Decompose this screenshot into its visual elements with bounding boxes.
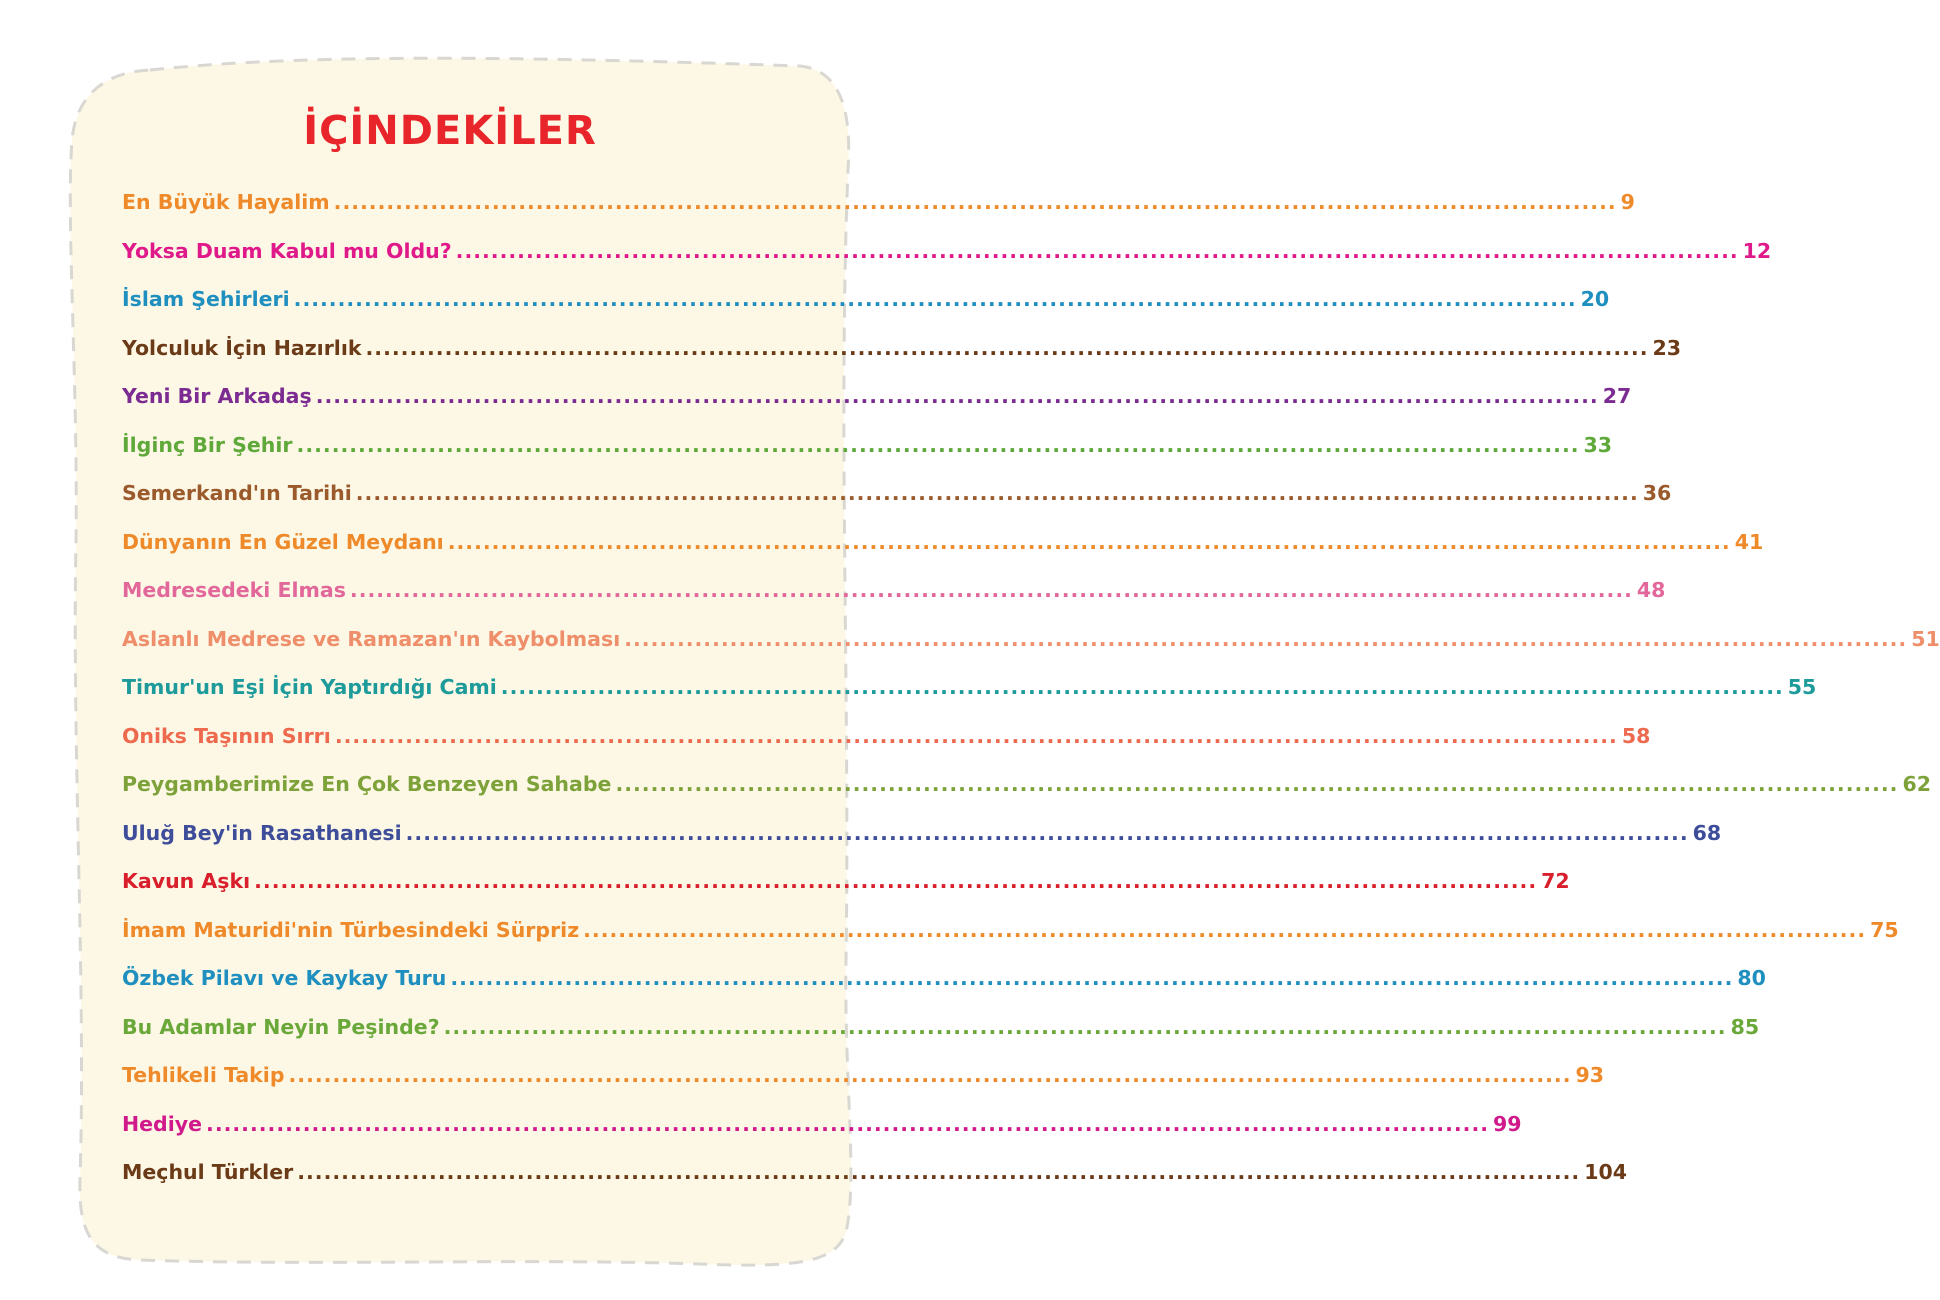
toc-entry-label: Yeni Bir Arkadaş: [122, 384, 312, 408]
toc-entry-label: İmam Maturidi'nin Türbesindeki Sürpriz: [122, 917, 580, 942]
toc-entry-label: Kavun Aşkı: [122, 869, 251, 893]
toc-entry-label: Bu Adamlar Neyin Peşinde?: [122, 1014, 440, 1039]
toc-entry-page-number: 58: [1621, 723, 1651, 748]
toc-entry-label: Oniks Taşının Sırrı: [122, 723, 331, 748]
toc-entry-page-number: 68: [1692, 820, 1722, 845]
dot-leader: ..................................................................................................................................................: [583, 917, 1867, 942]
toc-entry-label: Semerkand'ın Tarihi: [122, 481, 352, 505]
dot-leader: ..................................................................................................................................................: [333, 190, 1617, 214]
toc-entry-page-number: 51: [1911, 626, 1940, 651]
toc-entry-page-number: 99: [1493, 1111, 1522, 1136]
toc-entry: [122, 335, 1682, 376]
toc-entry-label: Yolculuk İçin Hazırlık: [122, 335, 362, 360]
toc-entry: [122, 772, 1931, 812]
dot-leader: ..................................................................................................................................................: [355, 481, 1639, 505]
toc-entry-page-number: 80: [1737, 966, 1766, 990]
toc-entry: [122, 384, 1632, 424]
toc-entry-page-number: 12: [1742, 238, 1772, 263]
toc-entry-page-number: 72: [1541, 869, 1570, 893]
toc-entry: [122, 723, 1651, 764]
dot-leader: ..................................................................................................................................................: [297, 1160, 1581, 1184]
dot-leader: ..................................................................................................................................................: [615, 772, 1899, 796]
toc-entry-label: Tehlikeli Takip: [122, 1063, 285, 1087]
toc-entry-label: Medresedeki Elmas: [122, 578, 346, 602]
dot-leader: ..................................................................................................................................................: [254, 869, 1538, 893]
toc-entry-page-number: 9: [1620, 190, 1635, 214]
toc-entry-label: Peygamberimize En Çok Benzeyen Sahabe: [122, 772, 612, 796]
toc-entry-page-number: 104: [1584, 1160, 1628, 1184]
toc-entry: [122, 820, 1722, 861]
dot-leader: ..................................................................................................................................................: [296, 432, 1580, 457]
toc-entry-page-number: 93: [1575, 1063, 1605, 1087]
dot-leader: ..................................................................................................................................................: [288, 1063, 1572, 1087]
toc-entry-label: Özbek Pilavı ve Kaykay Turu: [122, 966, 447, 990]
toc-entry-label: İslam Şehirleri: [122, 287, 290, 311]
dot-leader: ..................................................................................................................................................: [206, 1111, 1490, 1136]
toc-entry-page-number: 27: [1602, 384, 1632, 408]
dot-leader: ..................................................................................................................................................: [450, 966, 1734, 990]
toc-entry-page-number: 85: [1730, 1014, 1760, 1039]
dot-leader: ..................................................................................................................................................: [455, 238, 1739, 263]
toc-entry: [122, 917, 1899, 958]
toc-entry-label: İlginç Bir Şehir: [122, 432, 293, 457]
toc-entry: [122, 578, 1666, 618]
dot-leader: ..................................................................................................................................................: [500, 675, 1784, 699]
toc-entry: [122, 432, 1613, 473]
dot-leader: ..................................................................................................................................................: [447, 529, 1731, 554]
toc-entry-label: Timur'un Eşi İçin Yaptırdığı Cami: [122, 675, 497, 699]
dot-leader: ..................................................................................................................................................: [349, 578, 1633, 602]
toc-entry-page-number: 36: [1642, 481, 1672, 505]
toc-entry-page-number: 33: [1583, 432, 1613, 457]
dot-leader: ..................................................................................................................................................: [315, 384, 1599, 408]
toc-entry-page-number: 62: [1902, 772, 1931, 796]
dot-leader: ..................................................................................................................................................: [365, 335, 1649, 360]
toc-entry: [122, 190, 1635, 230]
toc-entry: [122, 529, 1764, 570]
toc-entry-label: Hediye: [122, 1111, 203, 1136]
toc-entry: [122, 1014, 1760, 1055]
toc-entry: [122, 869, 1570, 909]
toc-entry: [122, 287, 1610, 327]
dot-leader: ..................................................................................................................................................: [443, 1014, 1727, 1039]
toc-entry: [122, 675, 1817, 715]
toc-entry-label: Uluğ Bey'in Rasathanesi: [122, 820, 402, 845]
dot-leader: ..................................................................................................................................................: [405, 820, 1689, 845]
toc-entry: [122, 1160, 1628, 1200]
toc-entry-page-number: 23: [1652, 335, 1682, 360]
toc-entry-page-number: 41: [1734, 529, 1764, 554]
dot-leader: ..................................................................................................................................................: [334, 723, 1618, 748]
toc-entry-page-number: 75: [1870, 917, 1899, 942]
toc-entry-label: Dünyanın En Güzel Meydanı: [122, 529, 444, 554]
toc-entry: [122, 966, 1766, 1006]
toc-entry: [122, 626, 1940, 667]
toc-entry-label: Meçhul Türkler: [122, 1160, 294, 1184]
toc-entry: [122, 1111, 1522, 1152]
dot-leader: ..................................................................................................................................................: [624, 626, 1908, 651]
page-title: İÇİNDEKİLER: [303, 108, 597, 154]
toc-entry-page-number: 55: [1787, 675, 1817, 699]
toc-entry: [122, 238, 1772, 279]
toc-entry: [122, 1063, 1605, 1103]
toc-entry-page-number: 20: [1580, 287, 1610, 311]
toc-entry-label: Aslanlı Medrese ve Ramazan'ın Kaybolması: [122, 626, 621, 651]
toc-entry-page-number: 48: [1636, 578, 1666, 602]
toc-entry-label: En Büyük Hayalim: [122, 190, 330, 214]
toc-entry-label: Yoksa Duam Kabul mu Oldu?: [122, 238, 452, 263]
dot-leader: ..................................................................................................................................................: [293, 287, 1577, 311]
toc-entry: [122, 481, 1672, 521]
